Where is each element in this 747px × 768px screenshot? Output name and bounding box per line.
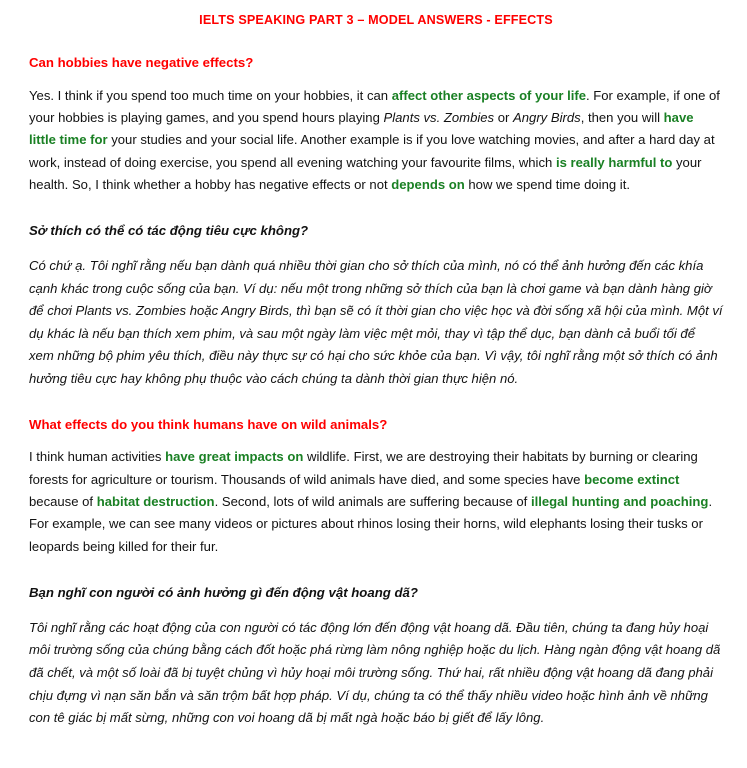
highlight-phrase: depends on xyxy=(391,177,465,192)
answer-text: . For example, we can see many videos or pictures about rhinos losing their horns, wild elephants losing their tusks or leopards being killed for their fur. xyxy=(29,494,713,554)
answer-paragraph-hobbies-en xyxy=(29,85,723,196)
answer-text: because of xyxy=(29,494,97,510)
answer-paragraph-hobbies-vi: Có chứ ạ. Tôi nghĩ rằng nếu bạn dành quá nhiều thời gian cho sở thích của mình, nó có thể ảnh hưởng đến các khía cạnh khác trong cuộc sống của bạn. Ví dụ: nếu một trong những sở thích của bạn là chơi game và bạn dành hàng giờ để chơi Plants vs. Zombies hoặc Angry Birds, thì bạn sẽ có ít thời gian cho việc học và đời sống xã hội của mình. Một ví dụ khác là nếu bạn thích xem phim, và sau một ngày làm việc mệt mỏi, thay vì tập thể dục, bạn dành cả buổi tối để xem những bộ phim yêu thích, điều này thực sự có hại cho sức khỏe của bạn. Vì vậy, tôi nghĩ rằng một sở thích có ảnh hưởng tiêu cực hay không phụ thuộc vào cách chúng ta dành thời gian thực hiện nó. xyxy=(29,258,723,387)
answer-text: your studies and your social life. Another example is if you love watching movies, and after a hard day at work, instead of doing exercise, you spend all evening watching your favourite films, which xyxy=(29,132,715,170)
highlight-phrase: habitat destruction xyxy=(96,494,215,510)
document-title: IELTS SPEAKING PART 3 – MODEL ANSWERS - EFFECTS xyxy=(199,13,553,27)
answer-text: how we spend time doing it. xyxy=(464,177,630,192)
game-title: Angry Birds xyxy=(513,110,581,126)
answer-text: your health. So, I think whether a hobby has negative effects or not xyxy=(29,154,702,192)
game-title: Plants vs. Zombies xyxy=(383,110,495,126)
question-heading-hobbies: Can hobbies have negative effects? xyxy=(29,55,254,70)
highlight-phrase: have little time for xyxy=(29,110,694,148)
answer-text: . For example, if one of your hobbies is playing games, and you spend hours playing xyxy=(29,87,720,126)
answer-text: , then you will xyxy=(580,110,664,126)
answer-paragraph-wildlife-vi: Tôi nghĩ rằng các hoạt động của con người có tác động lớn đến động vật hoang dã. Đầu tiên, chúng ta đang hủy hoại môi trường sống của chúng bằng cách đốt hoặc phá rừng làm nông nghiệp hoặc du lịch. Hàng ngàn động vật hoang dã đã chết, và một số loài đã bị tuyệt chủng vì hủy hoại môi trường sống. Thứ hai, rất nhiều động vật hoang dã đang phải chịu đựng vì nạn săn bắn và săn trộm bất hợp pháp. Ví dụ, chúng ta có thể thấy nhiều video hoặc hình ảnh về những con tê giác bị mất sừng, những con voi hoang dã bị mất ngà hoặc báo bị giết để lấy lông. xyxy=(29,619,721,726)
question-heading-wildlife: What effects do you think humans have on wild animals? xyxy=(29,416,388,432)
answer-paragraph-wildlife-en xyxy=(29,446,723,557)
highlight-phrase: illegal hunting and poaching xyxy=(530,494,709,510)
highlight-phrase: become extinct xyxy=(584,471,680,487)
highlight-phrase: have great impacts on xyxy=(165,449,304,465)
answer-text: or xyxy=(494,110,514,126)
answer-text: wildlife. First, we are destroying their habitats by burning or clearing forests for agriculture or tourism. Thousands of wild animals have died, and some species have xyxy=(29,449,698,487)
highlight-phrase: is really harmful to xyxy=(555,154,673,170)
answer-text: Yes. I think if you spend too much time on your hobbies, it can xyxy=(29,87,392,103)
answer-text: I think human activities xyxy=(29,449,166,465)
answer-text: . Second, lots of wild animals are suffering because of xyxy=(214,494,531,510)
question-heading-wildlife-vi: Bạn nghĩ con người có ảnh hưởng gì đến động vật hoang dã? xyxy=(29,584,418,600)
question-heading-hobbies-vi: Sở thích có thể có tác động tiêu cực không? xyxy=(29,223,309,239)
highlight-phrase: affect other aspects of your life xyxy=(391,87,586,103)
